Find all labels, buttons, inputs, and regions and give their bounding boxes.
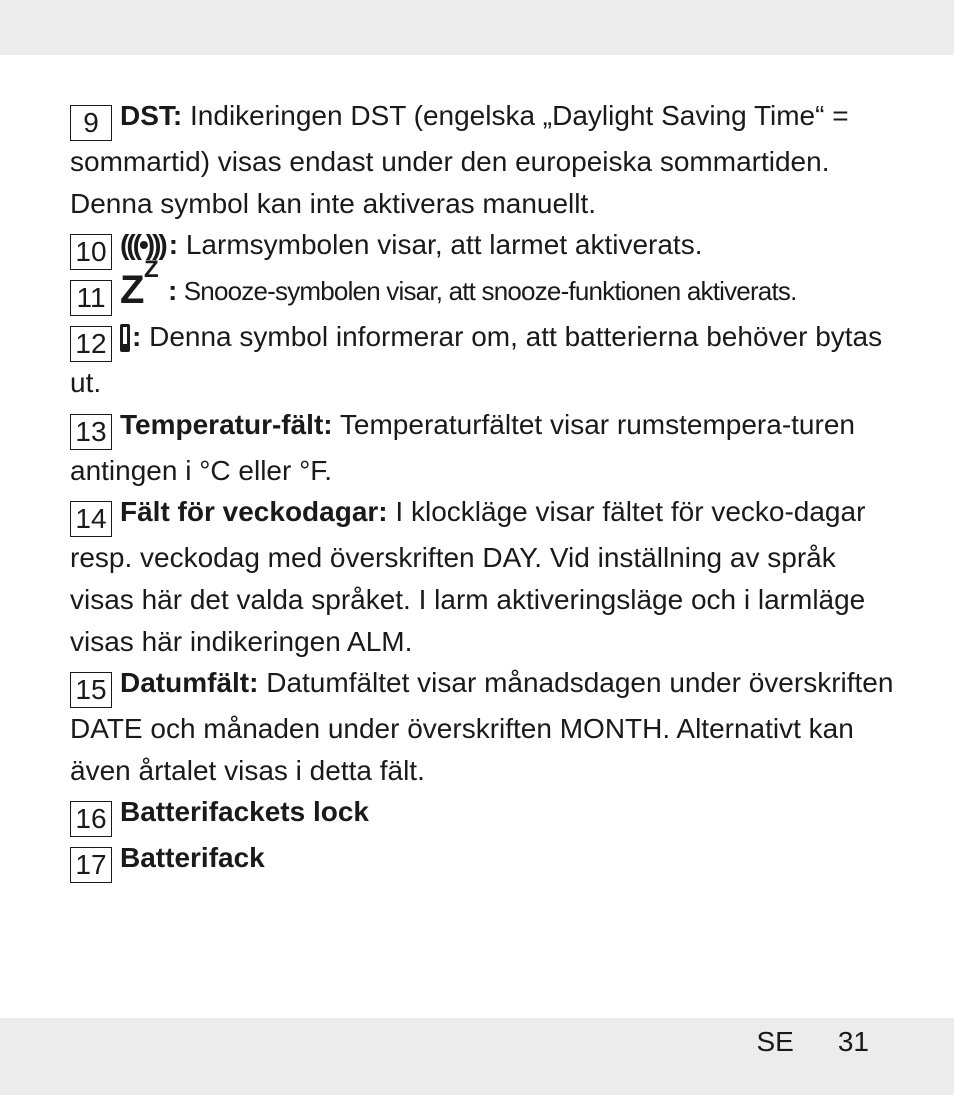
entry-9: [70, 95, 900, 224]
item-number: 12: [70, 326, 112, 362]
item-text: Denna symbol informerar om, att batterierna behöver bytas ut.: [70, 321, 883, 399]
item-text: Temperaturfältet visar rumstempera-turen antingen i °C eller °F.: [70, 408, 855, 486]
item-text: Datumfältet visar månadsdagen under överskriften DATE och månaden under överskriften MONTH. Alternativt kan även årtalet visas i detta fält.: [70, 667, 894, 786]
item-text: Snooze-symbolen visar, att snooze-funktionen aktiverats.: [177, 276, 797, 307]
document-body: [70, 95, 900, 883]
entry-13: [70, 404, 900, 492]
entry-17: [70, 837, 900, 883]
item-colon: :: [132, 321, 142, 353]
item-text: Indikeringen DST (engelska „Daylight Saving Time“ = sommartid) visas endast under den europeiska sommartiden. Denna symbol kan inte aktiveras manuellt.: [70, 100, 849, 219]
entry-11: [70, 256, 900, 316]
snooze-icon: [120, 256, 168, 313]
item-title: Fält för veckodagar:: [120, 496, 388, 528]
item-number: 13: [70, 414, 112, 450]
item-number: 10: [70, 234, 112, 270]
page-footer: [756, 1022, 869, 1062]
item-title: DST:: [120, 100, 183, 131]
item-number: 14: [70, 501, 112, 537]
item-number: 16: [70, 801, 112, 837]
entry-15: [70, 662, 900, 791]
entry-16: [70, 791, 900, 837]
alarm-icon: (((•))): [120, 229, 165, 261]
item-text: I klockläge visar fältet för vecko-dagar resp. veckodag med överskriften DAY. Vid inställning av språk visas här det valda språket. I larm aktiveringsläge och i larmläge visas här indikeringen ALM.: [70, 496, 866, 657]
entry-14: [70, 491, 900, 662]
top-band: [0, 0, 954, 55]
item-text: Larmsymbolen visar, att larmet aktiverats.: [178, 229, 703, 261]
item-title: Datumfält:: [120, 667, 259, 699]
item-title: Batterifack: [120, 842, 265, 874]
item-number: 11: [70, 280, 112, 316]
language-code: SE: [756, 1026, 794, 1057]
snooze-z-large: Z: [120, 268, 145, 313]
item-colon: :: [168, 275, 178, 307]
item-number: 17: [70, 847, 112, 883]
item-number: 15: [70, 672, 112, 708]
battery-icon: [120, 324, 130, 352]
entry-12: [70, 316, 900, 404]
item-colon: :: [168, 229, 179, 261]
item-title: Temperatur-fält:: [120, 408, 333, 440]
entry-10: [70, 224, 900, 270]
page-number: 31: [837, 1026, 869, 1057]
item-number: 9: [70, 105, 112, 141]
item-title: Batterifackets lock: [120, 796, 370, 828]
snooze-z-small: Z: [144, 256, 159, 284]
